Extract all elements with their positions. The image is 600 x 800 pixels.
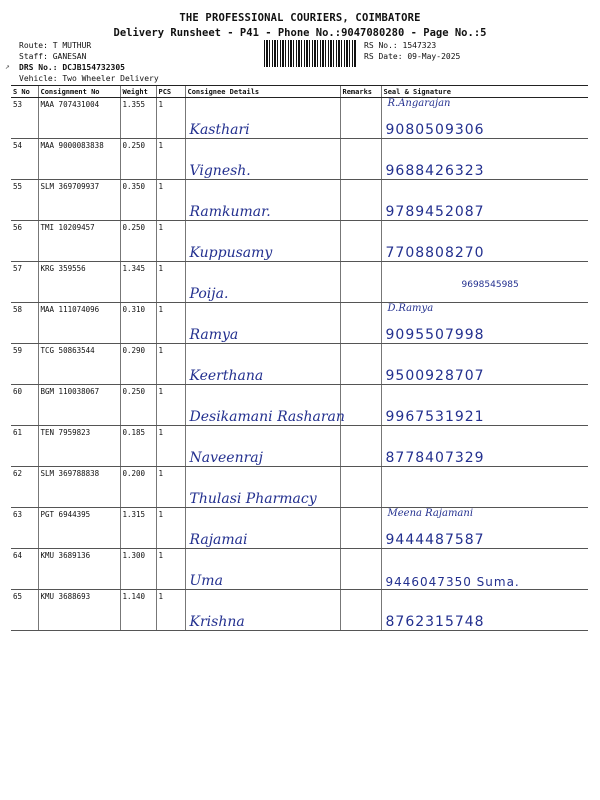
consignee-name: Desikamani Rasharan: [189, 409, 345, 425]
phone: 7708808270: [385, 245, 485, 261]
pcs: 1: [156, 139, 185, 180]
weight: 1.355: [120, 98, 156, 139]
phone: 8778407329: [385, 450, 485, 466]
table-row: [11, 303, 588, 344]
pcs: 1: [156, 549, 185, 590]
consignee-cell: [185, 549, 340, 590]
pcs: 1: [156, 303, 185, 344]
consignee-cell: [185, 221, 340, 262]
remarks: [340, 508, 381, 549]
signature-cell: [381, 262, 588, 303]
phone: 9789452087: [385, 204, 485, 220]
table-row: [11, 98, 588, 139]
consignee-cell: [185, 426, 340, 467]
remarks: [340, 139, 381, 180]
consignment-no: TEN 7959823: [38, 426, 120, 467]
phone: 9095507998: [385, 327, 485, 343]
phone: 9500928707: [385, 368, 485, 384]
remarks: [340, 344, 381, 385]
consignment-no: PGT 6944395: [38, 508, 120, 549]
table-row: [11, 590, 588, 631]
remarks: [340, 467, 381, 508]
table-row: [11, 344, 588, 385]
consignment-no: KMU 3688693: [38, 590, 120, 631]
table-row: [11, 508, 588, 549]
sno: 60: [11, 385, 38, 426]
weight: 0.250: [120, 221, 156, 262]
weight: 0.185: [120, 426, 156, 467]
route-label: Route: T MUTHUR: [19, 41, 92, 50]
sno: 58: [11, 303, 38, 344]
pcs: 1: [156, 180, 185, 221]
table-row: [11, 385, 588, 426]
remarks: [340, 98, 381, 139]
phone: 9444487587: [385, 532, 485, 548]
weight: 0.350: [120, 180, 156, 221]
table-row: [11, 467, 588, 508]
consignee-name: Thulasi Pharmacy: [189, 491, 317, 507]
remarks: [340, 221, 381, 262]
consignee-cell: [185, 180, 340, 221]
table-row: [11, 221, 588, 262]
signature-cell: [381, 98, 588, 139]
pcs: 1: [156, 508, 185, 549]
signature-cell: [381, 139, 588, 180]
sno: 65: [11, 590, 38, 631]
consignment-no: KMU 3689136: [38, 549, 120, 590]
pcs: 1: [156, 426, 185, 467]
sno: 59: [11, 344, 38, 385]
sno: 61: [11, 426, 38, 467]
weight: 1.300: [120, 549, 156, 590]
phone: 9080509306: [385, 122, 485, 138]
consignee-name: Kasthari: [189, 122, 250, 138]
table-row: [11, 139, 588, 180]
weight: 0.200: [120, 467, 156, 508]
remarks: [340, 590, 381, 631]
table-row: [11, 549, 588, 590]
consignment-no: KRG 359556: [38, 262, 120, 303]
table-row: [11, 262, 588, 303]
consignee-name: Poija.: [189, 286, 229, 302]
sno: 56: [11, 221, 38, 262]
table-header-row: [11, 86, 588, 98]
consignee-name: Naveenraj: [189, 450, 263, 466]
consignment-no: MAA 9000083838: [38, 139, 120, 180]
phone: 9967531921: [385, 409, 485, 425]
col-sno: S No: [11, 86, 38, 98]
col-consignment: Consignment No: [38, 86, 120, 98]
remarks: [340, 426, 381, 467]
consignment-no: TCG 50863544: [38, 344, 120, 385]
weight: 1.345: [120, 262, 156, 303]
consignee-name: Ramya: [189, 327, 239, 343]
consignee-cell: [185, 98, 340, 139]
signature-cell: [381, 385, 588, 426]
pcs: 1: [156, 98, 185, 139]
signature-cell: [381, 508, 588, 549]
phone: 9446047350 Suma.: [385, 575, 520, 589]
staff-label: Staff: GANESAN: [19, 52, 87, 61]
consignee-cell: [185, 344, 340, 385]
phone: 9688426323: [385, 163, 485, 179]
consignment-no: MAA 111074096: [38, 303, 120, 344]
weight: 1.140: [120, 590, 156, 631]
consignee-name: Uma: [189, 573, 223, 589]
consignee-cell: [185, 590, 340, 631]
sno: 54: [11, 139, 38, 180]
barcode: [264, 40, 356, 67]
col-signature: Seal & Signature: [381, 86, 588, 98]
consignment-no: TMI 10209457: [38, 221, 120, 262]
table-row: [11, 180, 588, 221]
pcs: 1: [156, 344, 185, 385]
rs-number: RS No.: 1547323: [364, 41, 437, 50]
consignee-cell: [185, 508, 340, 549]
signature-cell: [381, 221, 588, 262]
remarks: [340, 549, 381, 590]
consignee-cell: [185, 139, 340, 180]
signature: R.Angarajan: [387, 98, 451, 109]
consignee-name: Vignesh.: [189, 163, 251, 179]
signature: Meena Rajamani: [387, 508, 474, 519]
runsheet-table: [11, 85, 588, 631]
consignee-name: Krishna: [189, 614, 245, 630]
consignment-no: MAA 707431004: [38, 98, 120, 139]
signature: D.Ramya: [387, 303, 434, 314]
remarks: [340, 385, 381, 426]
sno: 62: [11, 467, 38, 508]
col-remarks: Remarks: [340, 86, 381, 98]
consignee-cell: [185, 385, 345, 426]
phone: 9698545985: [461, 280, 519, 290]
col-weight: Weight: [120, 86, 156, 98]
remarks: [340, 303, 381, 344]
table-row: [11, 426, 588, 467]
drs-label: DRS No.: DCJB154732305: [19, 63, 125, 72]
signature-cell: [381, 303, 588, 344]
rs-date: RS Date: 09-May-2025: [364, 52, 461, 61]
signature-cell: [381, 426, 588, 467]
signature-cell: [381, 467, 588, 508]
vehicle-label: Vehicle: Two Wheeler Delivery: [19, 74, 159, 83]
pcs: 1: [156, 590, 185, 631]
weight: 1.315: [120, 508, 156, 549]
sno: 63: [11, 508, 38, 549]
pcs: 1: [156, 467, 185, 508]
sno: 64: [11, 549, 38, 590]
page-title: THE PROFESSIONAL COURIERS, COIMBATORE: [179, 12, 421, 24]
page-subtitle: Delivery Runsheet - P41 - Phone No.:9047080280 - Page No.:5: [113, 27, 487, 39]
pcs: 1: [156, 262, 185, 303]
col-consignee: Consignee Details: [185, 86, 340, 98]
sno: 57: [11, 262, 38, 303]
consignee-name: Rajamai: [189, 532, 248, 548]
scan-mark-icon: ↗: [5, 62, 10, 71]
signature-cell: [381, 590, 588, 631]
consignment-no: SLM 369788838: [38, 467, 120, 508]
pcs: 1: [156, 385, 185, 426]
weight: 0.290: [120, 344, 156, 385]
weight: 0.310: [120, 303, 156, 344]
signature-cell: [381, 549, 588, 590]
col-pcs: PCS: [156, 86, 185, 98]
consignment-no: SLM 369709937: [38, 180, 120, 221]
consignee-cell: [185, 467, 340, 508]
phone: 8762315748: [385, 614, 485, 630]
remarks: [340, 180, 381, 221]
consignment-no: BGM 110038067: [38, 385, 120, 426]
remarks: [340, 262, 381, 303]
consignee-cell: [185, 303, 340, 344]
consignee-name: Ramkumar.: [189, 204, 271, 220]
consignee-name: Kuppusamy: [189, 245, 273, 261]
sno: 53: [11, 98, 38, 139]
sno: 55: [11, 180, 38, 221]
consignee-name: Keerthana: [189, 368, 264, 384]
signature-cell: [381, 180, 588, 221]
pcs: 1: [156, 221, 185, 262]
signature-cell: [381, 344, 588, 385]
weight: 0.250: [120, 385, 156, 426]
weight: 0.250: [120, 139, 156, 180]
consignee-cell: [185, 262, 340, 303]
